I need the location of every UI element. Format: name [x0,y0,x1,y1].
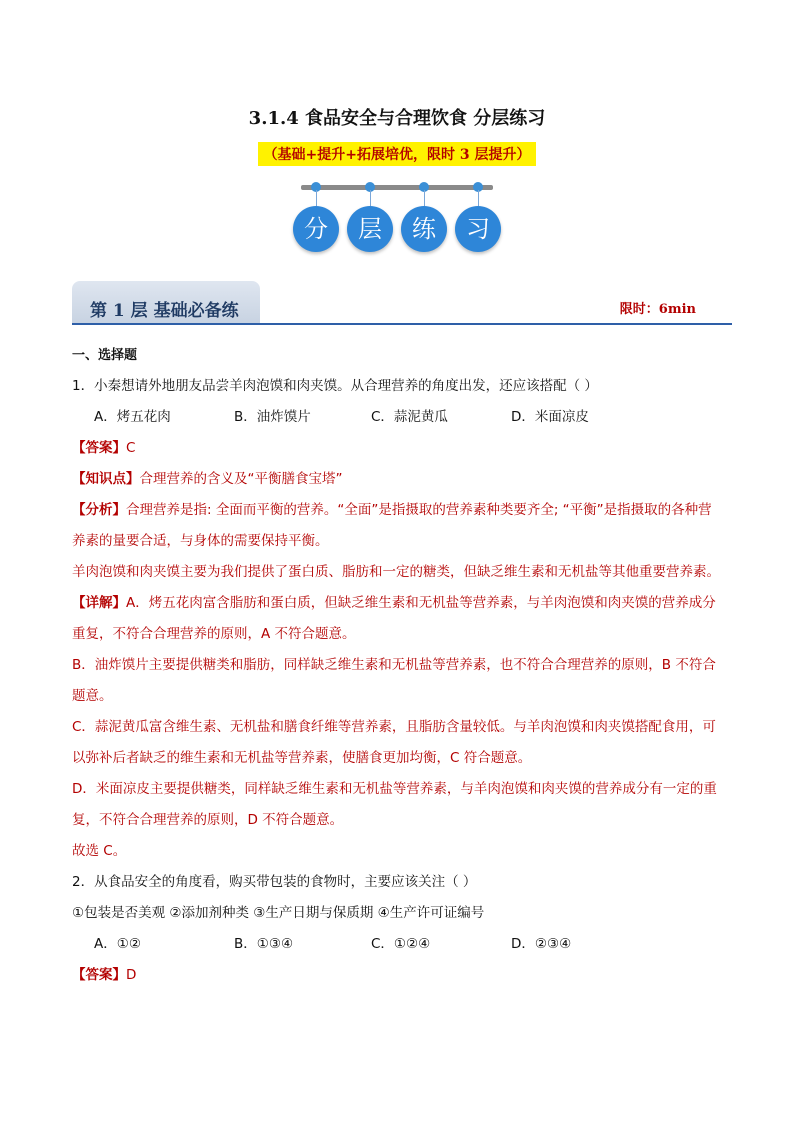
question-1-knowledge [72,464,724,495]
answer-label: 【答案】 [72,967,126,983]
question-1-detail-c: C．蒜泥黄瓜富含维生素、无机盐和膳食纤维等营养素，且脂肪含量较低。与羊肉泡馍和肉夹馍搭配食用，可以弥补后者缺乏的维生素和无机盐等营养素，使膳食更加均衡，C 符合题意。 [72,719,716,766]
analysis-text-2: 羊肉泡馍和肉夹馍主要为我们提供了蛋白质、脂肪和一定的糖类，但缺乏维生素和无机盐等其他重要营养素。 [72,564,720,580]
detail-a-text: A．烤五花肉富含脂肪和蛋白质，但缺乏维生素和无机盐等营养素，与羊肉泡馍和肉夹馍的营养成分重复，不符合合理营养的原则，A 不符合题意。 [72,595,716,642]
knowledge-text: 合理营养的含义及“平衡膳食宝塔” [139,471,343,487]
tier-divider [72,323,732,325]
question-1-detail-a [72,588,724,650]
analysis-label: 【分析】 [72,502,126,518]
document-subtitle: （基础+提升+拓展培优，限时 3 层提升） [258,142,537,166]
layer-practice-banner [290,182,510,262]
banner-string [478,190,479,206]
banner-string [370,190,371,206]
option-c: C．①②④ [371,936,431,952]
question-2-answer [72,960,724,991]
subtitle-wrapper [0,142,794,166]
option-c: C．蒜泥黄瓜 [371,409,448,425]
banner-bar [301,185,493,190]
banner-char: 层 [347,206,393,252]
question-2-stem: 2．从食品安全的角度看，购买带包装的食物时，主要应该关注（ ） [72,874,477,890]
option-d: D．米面凉皮 [511,409,589,425]
knowledge-label: 【知识点】 [72,471,140,487]
option-b: B．①③④ [234,936,294,952]
banner-string [316,190,317,206]
answer-value: C [126,440,136,456]
question-1-detail-b: B．油炸馍片主要提供糖类和脂肪，同样缺乏维生素和无机盐等营养素，也不符合合理营养的原则，B 不符合题意。 [72,657,716,704]
question-2-options [72,929,724,960]
option-a: A．①② [94,936,141,952]
document-title: 3.1.4 食品安全与合理饮食 分层练习 [248,108,546,129]
option-b: B．油炸馍片 [234,409,311,425]
banner-string [424,190,425,206]
answer-label: 【答案】 [72,440,126,456]
question-1-analysis [72,495,724,557]
question-1-stem: 1．小秦想请外地朋友品尝羊肉泡馍和肉夹馍。从合理营养的角度出发，还应该搭配（ ） [72,378,598,394]
question-1-options [72,402,724,433]
detail-label: 【详解】 [72,595,126,611]
question-2-items: ①包装是否美观 ②添加剂种类 ③生产日期与保质期 ④生产许可证编号 [72,905,485,921]
banner-char: 习 [455,206,501,252]
time-limit: 限时：6min [619,302,696,317]
option-a: A．烤五花肉 [94,409,171,425]
option-d: D．②③④ [511,936,572,952]
question-1-detail-d: D．米面凉皮主要提供糖类，同样缺乏维生素和无机盐等营养素，与羊肉泡馍和肉夹馍的营养成分有一定的重复，不符合合理营养的原则，D 不符合题意。 [72,781,717,828]
question-1-answer [72,433,724,464]
banner-char: 分 [293,206,339,252]
analysis-text-1: 合理营养是指: 全面而平衡的营养。“全面”是指摄取的营养素种类要齐全; “平衡”是指摄取的各种营养素的量要合适，与身体的需要保持平衡。 [72,502,712,549]
question-1-conclusion: 故选 C。 [72,843,127,859]
answer-value: D [126,967,137,983]
question-content [72,340,724,991]
tier-title: 第 1 层 基础必备练 [90,301,239,321]
section-heading: 一、选择题 [72,348,138,363]
banner-char: 练 [401,206,447,252]
